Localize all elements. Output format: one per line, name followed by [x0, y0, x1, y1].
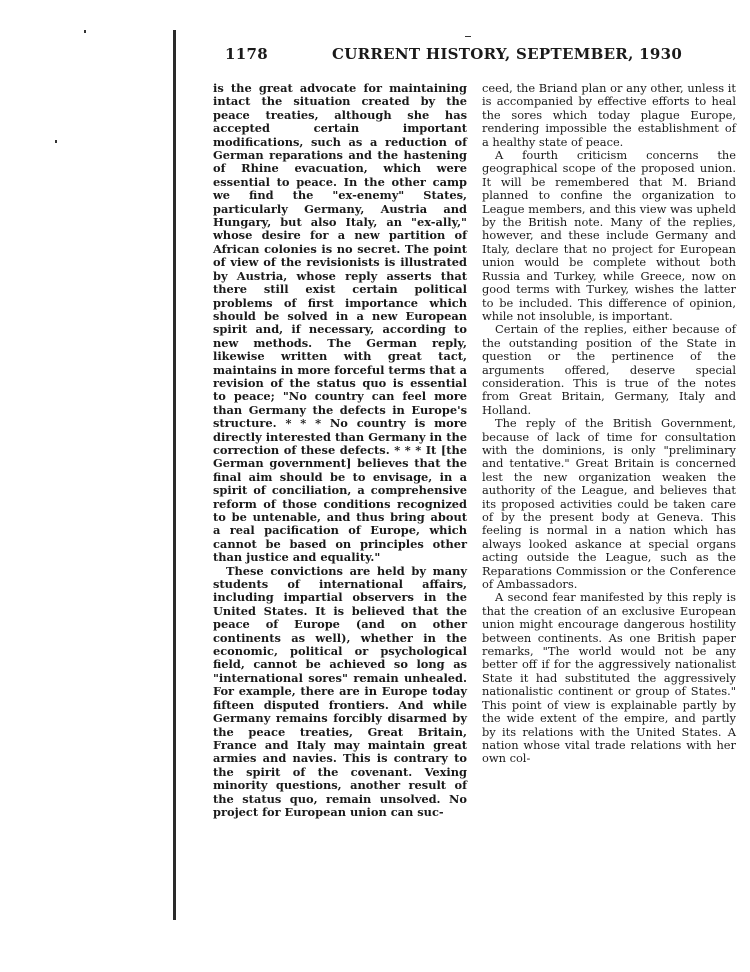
- paragraph: ceed, the Briand plan or any other, unless it is accompanied by effective efforts to heal the sores which today plague Europe, rendering impossible the establishment of a healthy state of peace.: [482, 81, 736, 149]
- page-header: [225, 45, 705, 65]
- scan-margin-line: [173, 30, 176, 920]
- left-column: [213, 82, 467, 819]
- page-number: 1178: [225, 45, 268, 63]
- paragraph: Certain of the replies, either because of the outstanding position of the State in question or the pertinence of the arguments offered, deserve special consideration. This is true of the notes from Great Britain, Germany, Italy and Holland.: [482, 322, 736, 417]
- scan-speck: [465, 36, 471, 37]
- scan-speck: [55, 140, 57, 143]
- paragraph: The reply of the British Government, because of lack of time for consultation with the dominions, is only "preliminary and tentative." Great Britain is concerned lest the new organization weaken the authority of the League, and believes that its proposed activities could be taken care of by the present body at Geneva. This feeling is normal in a nation which has always looked askance at special organs acting outside the League, such as the Reparations Commission or the Conference of Ambassadors.: [482, 416, 736, 592]
- paragraph: is the great advocate for maintaining intact the situation created by the peace treaties, although she has accepted certain important modifications, such as a reduction of German reparations and the hastening of Rhine evacuation, which were essential to peace. In the other camp we find the "ex-enemy" States, particularly Germany, Austria and Hungary, but also Italy, an "ex-ally," whose desire for a new partition of African colonies is no secret. The point of view of the revisionists is illustrated by Austria, whose reply asserts that there still exist certain political problems of first importance which should be solved in a new European spirit and, if necessary, according to new methods. The German reply, likewise written with great tact, maintains in more forceful terms that a revision of the status quo is essential to peace; "No country can feel more than Germany the defects in Europe's structure. * * * No country is more directly interested than Germany in the correction of these defects. * * * It [the German government] believes that the final aim should be to envisage, in a spirit of conciliation, a comprehensive reform of those conditions recognized to be untenable, and thus bring about a real pacification of Europe, which cannot be based on principles other than justice and equality.": [213, 81, 467, 565]
- paragraph: A fourth criticism concerns the geographical scope of the proposed union. It will be remembered that M. Briand planned to confine the organization to League members, and this view was upheld by the British note. Many of the replies, however, and these include Germany and Italy, declare that no project for European union would be complete without both Russia and Turkey, while Greece, now on good terms with Turkey, wishes the latter to be included. This difference of opinion, while not insoluble, is important.: [482, 148, 736, 323]
- running-title: CURRENT HISTORY, SEPTEMBER, 1930: [332, 45, 683, 63]
- paragraph: These convictions are held by many students of international affairs, including impartial observers in the United States. It is believed that the peace of Europe (and on other continents as well), whether in the economic, political or psychological field, cannot be achieved so long as "international sores" remain unhealed. For example, there are in Europe today fifteen disputed frontiers. And while Germany remains forcibly disarmed by the peace treaties, Great Britain, France and Italy may maintain great armies and navies. This is contrary to the spirit of the covenant. Vexing minority questions, another result of the status quo, remain unsolved. No project for European union can suc-: [213, 563, 467, 819]
- right-column: [482, 82, 736, 766]
- paragraph: A second fear manifested by this reply is that the creation of an exclusive European union might encourage dangerous hostility between continents. As one British paper remarks, "The world would not be any better off if for the aggressively nationalist State it had substituted the aggressively nationalistic continent or group of States." This point of view is explainable partly by the wide extent of the empire, and partly by its relations with the United States. A nation whose vital trade relations with her own col-: [482, 590, 736, 766]
- scan-speck: [84, 30, 86, 33]
